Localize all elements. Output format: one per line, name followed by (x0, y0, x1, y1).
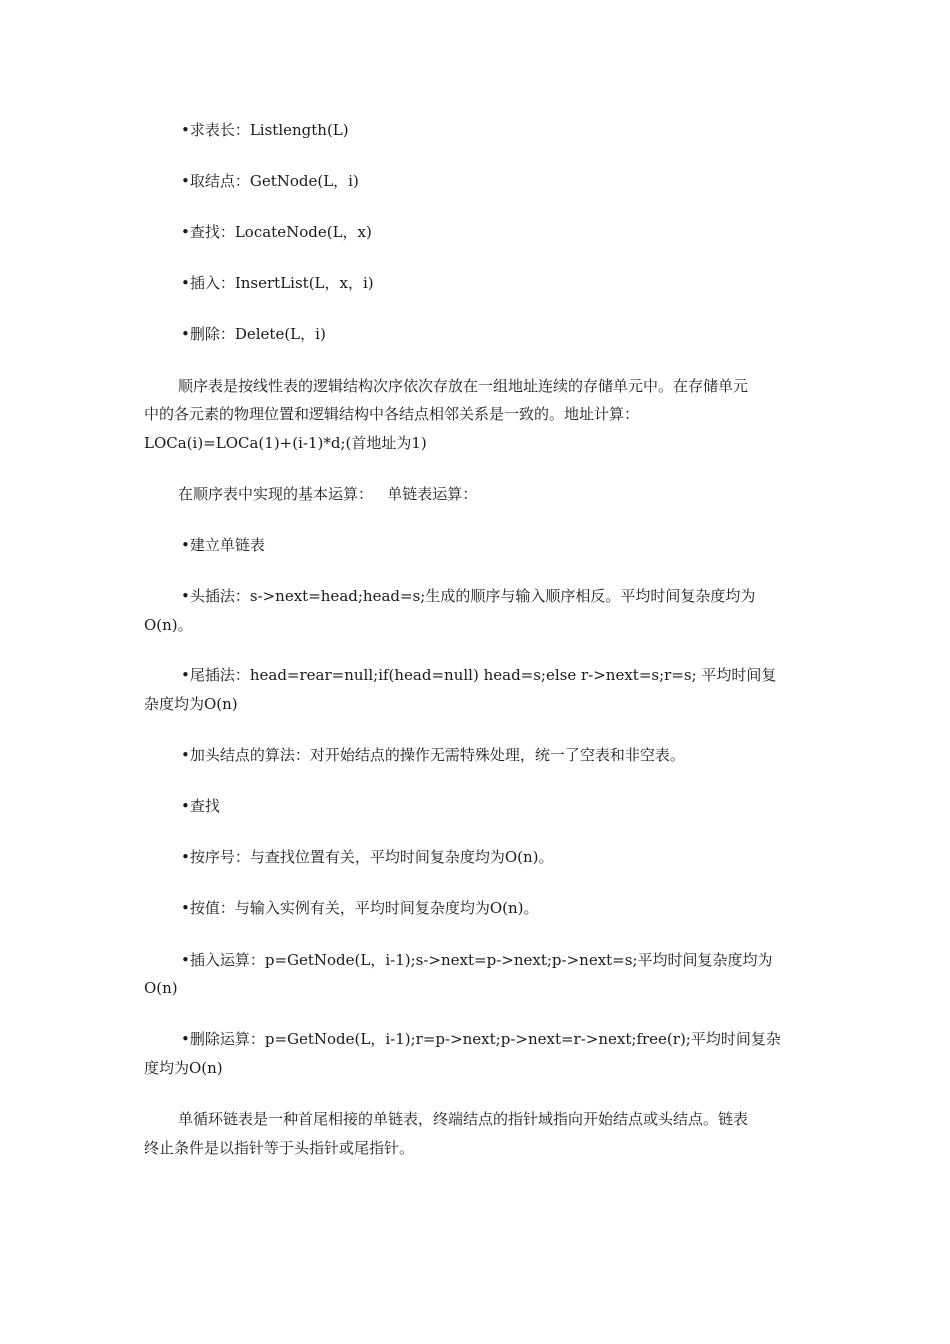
list-item-build-linked-list: •建立单链表 (181, 536, 265, 554)
paragraph-circular-list-line-2: 终止条件是以指针等于头指针或尾指针。 (144, 1139, 415, 1157)
list-item-listlength: •求表长：Listlength(L) (181, 121, 349, 139)
list-item-search: •查找 (181, 797, 220, 815)
list-item-locatenode: •查找：LocateNode(L，x) (181, 223, 372, 241)
list-item-tail-insert-line-2: 杂度均为O(n) (144, 695, 238, 713)
list-item-delete: •删除：Delete(L，i) (181, 325, 326, 343)
paragraph-circular-list-line-1: 单循环链表是一种首尾相接的单链表，终端结点的指针域指向开始结点或头结点。链表 (178, 1110, 749, 1128)
list-item-head-insert-line-2: O(n)。 (144, 616, 193, 634)
list-item-insertlist: •插入：InsertList(L，x，i) (181, 274, 374, 292)
list-item-delete-operation-line-2: 度均为O(n) (144, 1059, 223, 1077)
list-item-by-value: •按值：与输入实例有关，平均时间复杂度均为O(n)。 (181, 899, 539, 917)
list-item-by-index: •按序号：与查找位置有关，平均时间复杂度均为O(n)。 (181, 848, 554, 866)
list-item-insert-operation-line-2: O(n) (144, 979, 178, 997)
paragraph-address-formula: LOCa(i)=LOCa(1)+(i-1)*d;(首地址为1) (144, 434, 427, 452)
paragraph-basic-operations: 在顺序表中实现的基本运算： 单链表运算： (178, 485, 478, 503)
list-item-insert-operation-line-1: •插入运算：p=GetNode(L，i-1);s->next=p->next;p->next=s;平均时间复杂度均为 (181, 951, 773, 969)
list-item-head-insert-line-1: •头插法：s->next=head;head=s;生成的顺序与输入顺序相反。平均时间复杂度均为 (181, 587, 756, 605)
list-item-tail-insert-line-1: •尾插法：head=rear=null;if(head=null) head=s;else r->next=s;r=s; 平均时间复 (181, 666, 777, 684)
paragraph-sequential-list-line-2: 中的各元素的物理位置和逻辑结构中各结点相邻关系是一致的。地址计算： (144, 405, 640, 423)
paragraph-sequential-list-line-1: 顺序表是按线性表的逻辑结构次序依次存放在一组地址连续的存储单元中。在存储单元 (178, 377, 749, 395)
list-item-head-node-algorithm: •加头结点的算法：对开始结点的操作无需特殊处理，统一了空表和非空表。 (181, 746, 685, 764)
list-item-getnode: •取结点：GetNode(L，i) (181, 172, 359, 190)
list-item-delete-operation-line-1: •删除运算：p=GetNode(L，i-1);r=p->next;p->next=r->next;free(r);平均时间复杂 (181, 1030, 781, 1048)
